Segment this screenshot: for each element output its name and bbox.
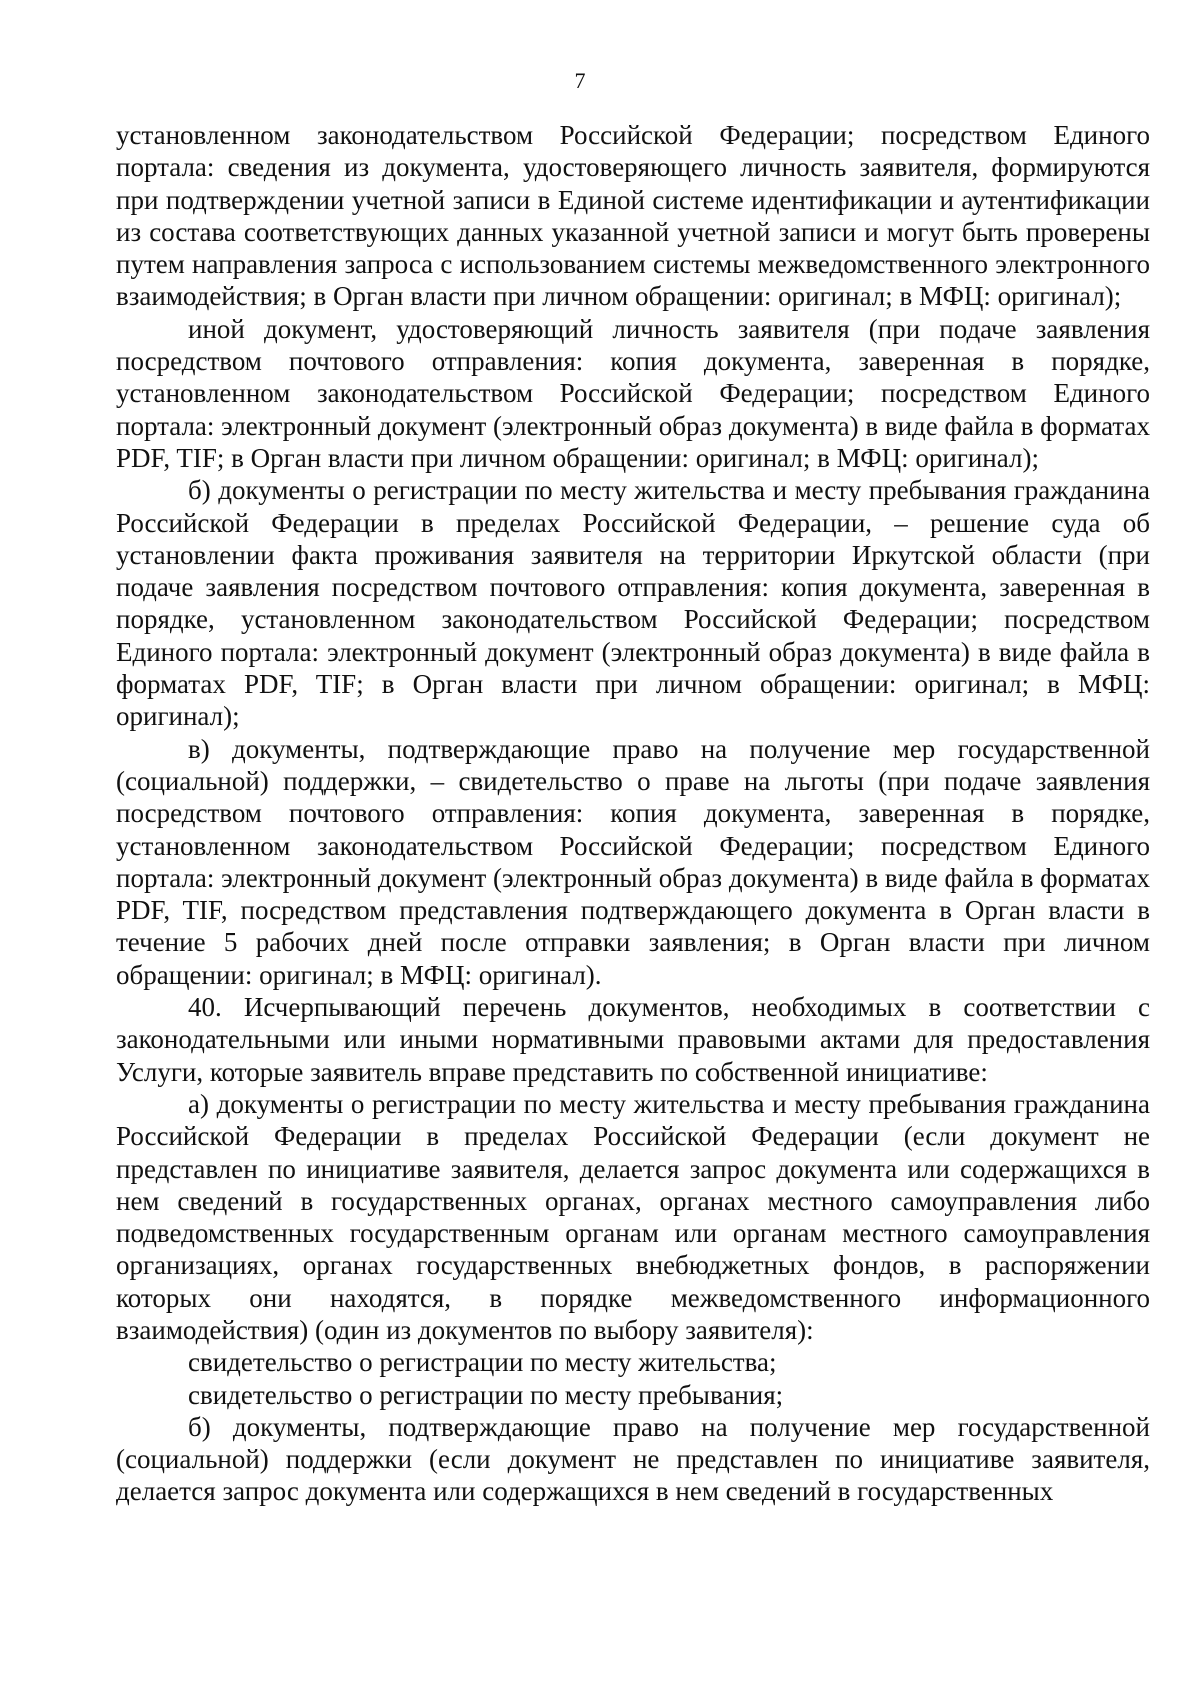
paragraph-section-40: 40. Исчерпывающий перечень документов, необходимых в соответствии с законодательными или иными нормативными правовыми актами для предоставления Услуги, которые заявитель вправе представить по собственной инициативе: [116, 992, 1150, 1087]
paragraph-item-v-benefits: в) документы, подтверждающие право на получение мер государственной (социальной) поддержки, – свидетельство о праве на льготы (при подаче заявления посредством почтового отправления: копия документа, заверенная в порядке, установленном законодательством Российской Федерации; посредством Единого портала: электронный документ (электронный образ документа) в виде файла в форматах PDF, TIF, посредством представления подтверждающего документа в Орган власти в течение 5 рабочих дней после отправки заявления; в Орган власти при личном обращении: оригинал; в МФЦ: оригинал). [116, 733, 1151, 990]
paragraph-other-identity-doc: иной документ, удостоверяющий личность заявителя (при подаче заявления посредством почтового отправления: копия документа, заверенная в порядке, установленном законодательством Российской Федерации; посредством Единого портала: электронный документ (электронный образ документа) в виде файла в форматах PDF, TIF; в Орган власти при личном обращении: оригинал; в МФЦ: оригинал); [116, 313, 1151, 473]
paragraph-identity-doc-continuation: установленном законодательством Российской Федерации; посредством Единого портала: сведения из документа, удостоверяющего личность заявителя, формируются при подтверждении учетной записи в Единой системе идентификации и аутентификации из состава соответствующих данных указанной учетной записи и могут быть проверены путем направления запроса с использованием системы межведомственного электронного взаимодействия; в Орган власти при личном обращении: оригинал; в МФЦ: оригинал); [116, 120, 1150, 312]
paragraph-item-b-registration: б) документы о регистрации по месту жительства и месту пребывания гражданина Российской Федерации в пределах Российской Федерации, – решение суда об установлении факта проживания заявителя на территории Иркутской области (при подаче заявления посредством почтового отправления: копия документа, заверенная в порядке, установленном законодательством Российской Федерации; посредством Единого портала: электронный документ (электронный образ документа) в виде файла в форматах PDF, TIF; в Орган власти при личном обращении: оригинал; в МФЦ: оригинал); [116, 475, 1150, 732]
document-body [116, 119, 1150, 1508]
paragraph-item-b-support-docs: б) документы, подтверждающие право на получение мер государственной (социальной) поддержки (если документ не представлен по инициативе заявителя, делается запрос документа или содержащихся в нем сведений в государственных [116, 1411, 1150, 1507]
paragraph-item-a-registration-docs: а) документы о регистрации по месту жительства и месту пребывания гражданина Российской Федерации в пределах Российской Федерации (если документ не представлен по инициативе заявителя, делается запрос документа или содержащихся в нем сведений в государственных органах, органах местного самоуправления либо подведомственных государственным органам или органам местного самоуправления организациях, органах государственных внебюджетных фондов, в распоряжении которых они находятся, в порядке межведомственного информационного взаимодействия) (один из документов по выбору заявителя): [116, 1088, 1150, 1345]
paragraph-stay-certificate: свидетельство о регистрации по месту пребывания; [188, 1379, 784, 1410]
page-number: 7 [574, 68, 586, 93]
paragraph-residence-certificate: свидетельство о регистрации по месту жительства; [188, 1347, 777, 1378]
